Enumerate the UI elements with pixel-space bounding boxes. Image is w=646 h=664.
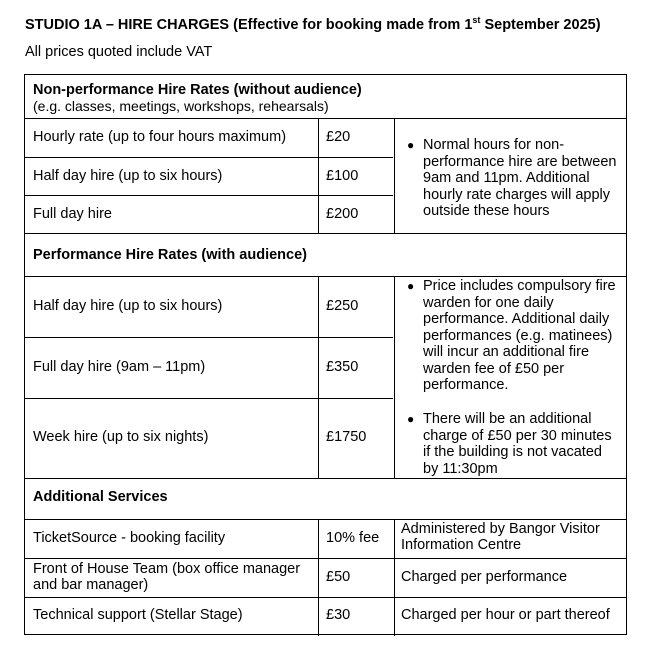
nonperf-row-price: £20 (326, 129, 351, 145)
nonperf-row-label: Half day hire (up to six hours) (33, 168, 223, 184)
nonperf-row-price: £100 (326, 168, 359, 184)
perf-row-price: £350 (326, 359, 359, 375)
bullet-icon: ● (407, 412, 415, 426)
perf-row-label: Week hire (up to six nights) (33, 429, 209, 445)
bullet-icon: ● (407, 138, 415, 152)
nonperf-row-label: Full day hire (33, 206, 112, 222)
nonperf-row-label: Hourly rate (up to four hours maximum) (33, 129, 287, 145)
page-title: STUDIO 1A – HIRE CHARGES (Effective for booking made from 1st September 2025) (25, 15, 601, 33)
services-row-price: £30 (326, 607, 351, 623)
nonperf-heading: Non-performance Hire Rates (without audience) (33, 82, 362, 98)
perf-row-price: £250 (326, 298, 359, 314)
perf-row-label: Full day hire (9am – 11pm) (33, 359, 206, 375)
vat-note: All prices quoted include VAT (25, 44, 213, 60)
services-row-label: TicketSource - booking facility (33, 530, 226, 546)
perf-heading: Performance Hire Rates (with audience) (33, 247, 307, 263)
services-row-note: Administered by Bangor Visitor Information Centre (401, 521, 600, 553)
perf-bullet-note: ● There will be an additional charge of £50 per 30 minutes if the building is not vacated by 11:30pm (407, 411, 612, 477)
services-row-price: £50 (326, 569, 351, 585)
perf-row-label: Half day hire (up to six hours) (33, 298, 223, 314)
hire-charges-table (24, 74, 627, 635)
services-row-label: Front of House Team (box office manager and bar manager) (33, 561, 301, 593)
nonperf-row-price: £200 (326, 206, 359, 222)
nonperf-subheading: (e.g. classes, meetings, workshops, rehearsals) (33, 98, 329, 114)
bullet-icon: ● (407, 279, 415, 293)
nonperf-bullet-note: ● Normal hours for non- performance hire are between 9am and 11pm. Additional hourly rate charges will apply outside these hours (407, 137, 617, 219)
services-heading: Additional Services (33, 489, 168, 505)
services-row-price: 10% fee (326, 530, 380, 546)
perf-row-price: £1750 (326, 429, 367, 445)
services-row-note: Charged per hour or part thereof (401, 607, 610, 623)
perf-bullet-note: ● Price includes compulsory fire warden for one daily performance. Additional daily performances (e.g. matinees) will incur an additional fire warden fee of £50 per performance. (407, 278, 616, 393)
services-row-label: Technical support (Stellar Stage) (33, 607, 243, 623)
services-row-note: Charged per performance (401, 569, 568, 585)
